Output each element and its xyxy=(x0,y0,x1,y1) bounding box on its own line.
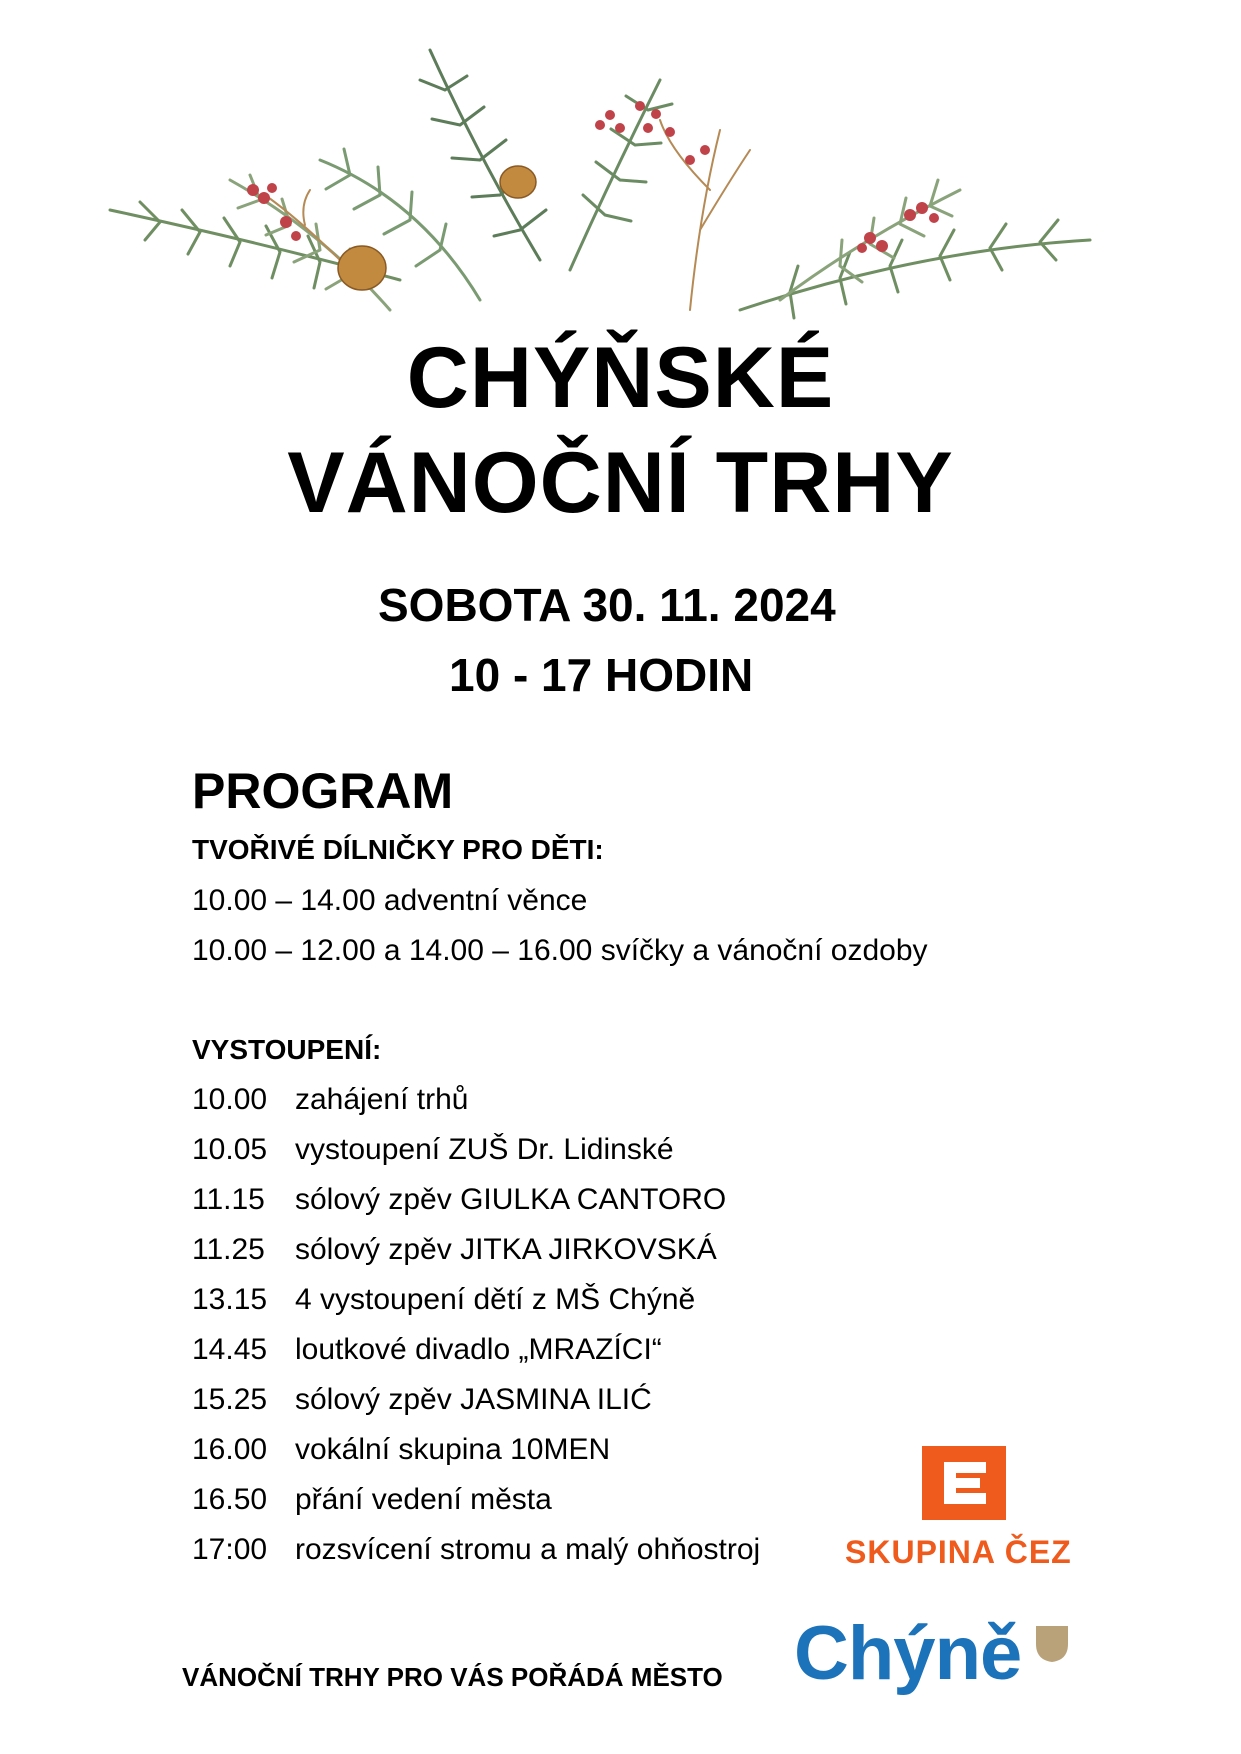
organizer-text: VÁNOČNÍ TRHY PRO VÁS POŘÁDÁ MĚSTO xyxy=(182,1662,723,1692)
performance-text: sólový zpěv JASMINA ILIĆ xyxy=(295,1383,652,1416)
performance-row xyxy=(192,1283,695,1317)
performance-text: sólový zpěv JITKA JIRKOVSKÁ xyxy=(295,1233,717,1266)
workshop-item: 10.00 – 14.00 adventní věnce xyxy=(192,884,588,917)
town-logo: Chýně xyxy=(794,1611,1022,1696)
workshop-item: 10.00 – 12.00 a 14.00 – 16.00 svíčky a vánoční ozdoby xyxy=(192,934,928,967)
performance-time: 10.00 xyxy=(192,1083,268,1116)
title-line-1: CHÝŇSKÉ xyxy=(406,330,835,426)
performance-text: loutkové divadlo „MRAZÍCI“ xyxy=(295,1333,662,1366)
event-hours: 10 - 17 HODIN xyxy=(449,649,754,701)
performance-row xyxy=(192,1233,717,1267)
program-heading: PROGRAM xyxy=(192,763,454,819)
town-logo-shield-icon xyxy=(1036,1626,1068,1662)
performance-row xyxy=(192,1133,674,1167)
performance-row xyxy=(192,1483,552,1517)
performance-time: 13.15 xyxy=(192,1283,268,1316)
performance-text: přání vedení města xyxy=(295,1483,552,1516)
performances-heading: VYSTOUPENÍ: xyxy=(192,1034,382,1065)
performance-time: 16.50 xyxy=(192,1483,268,1516)
performance-row xyxy=(192,1183,726,1217)
workshops-heading: TVOŘIVÉ DÍLNIČKY PRO DĚTI: xyxy=(192,834,604,865)
title-line-2: VÁNOČNÍ TRHY xyxy=(287,435,954,531)
performance-text: sólový zpěv GIULKA CANTORO xyxy=(295,1183,727,1216)
performance-text: vokální skupina 10MEN xyxy=(295,1433,611,1466)
performance-time: 11.25 xyxy=(192,1233,265,1266)
performance-row xyxy=(192,1083,468,1117)
performance-time: 10.05 xyxy=(192,1133,268,1166)
performance-time: 16.00 xyxy=(192,1433,268,1466)
event-date: SOBOTA 30. 11. 2024 xyxy=(378,579,836,631)
pine-garland-decoration xyxy=(100,10,1100,340)
performance-time: 17:00 xyxy=(192,1533,268,1566)
performance-row xyxy=(192,1333,662,1367)
performance-text: 4 vystoupení dětí z MŠ Chýně xyxy=(295,1283,696,1316)
performance-time: 14.45 xyxy=(192,1333,268,1366)
performance-row xyxy=(192,1533,760,1567)
cez-logo-icon xyxy=(922,1446,1006,1520)
performance-text: vystoupení ZUŠ Dr. Lidinské xyxy=(295,1133,674,1166)
performance-row xyxy=(192,1433,610,1467)
sponsor-name: SKUPINA ČEZ xyxy=(845,1534,1072,1570)
performance-text: zahájení trhů xyxy=(295,1083,469,1116)
performance-text: rozsvícení stromu a malý ohňostroj xyxy=(295,1533,761,1566)
performance-row xyxy=(192,1383,652,1417)
performance-time: 11.15 xyxy=(192,1183,265,1216)
performance-time: 15.25 xyxy=(192,1383,268,1416)
